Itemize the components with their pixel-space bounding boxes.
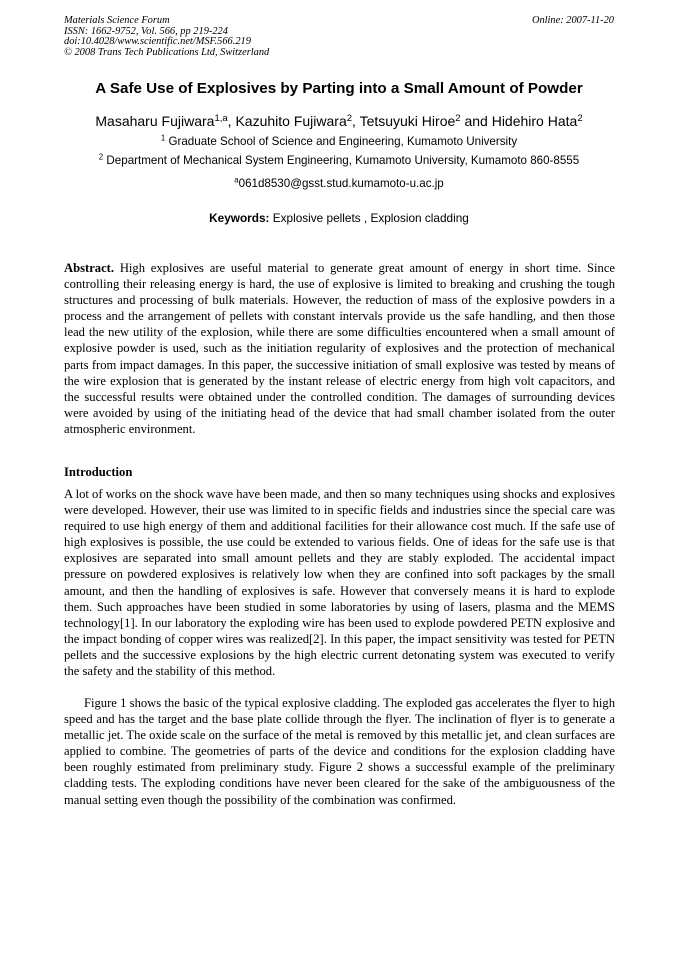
email-superscript: a [234, 175, 239, 185]
introduction-paragraph-2: Figure 1 shows the basic of the typical explosive cladding. The exploded gas accelerates the flyer to high speed and has the target and the base plate collide through the flyer. The inclination of flyer is to generate a metallic jet. The oxide scale on the surface of the metal is removed by this metallic jet, and clean surfaces are applied to combine. The geometries of parts of the device and conditions for the explosion cladding have been roughly estimated from preliminary study. Figure 2 shows a successful example of the preliminary cladding tests. The exploding conditions have never been cleared for the sake of the ambiguousness of the manual setting even though the possibility of the combination was confirmed. [64, 696, 615, 807]
author-separator: and [460, 113, 492, 129]
affiliation-1 [0, 135, 678, 148]
doi-line: doi:10.4028/www.scientific.net/MSF.566.219 [64, 36, 251, 48]
author-superscript: 1,a [214, 112, 228, 124]
affiliation-superscript: 2 [98, 152, 104, 162]
author-name: Hidehiro Hata [491, 113, 578, 129]
keywords-line [0, 211, 678, 225]
abstract-text: High explosives are useful material to generate great amount of energy in short time. Since controlling their releasing energy is hard, the use of explosive is limited to breaking and crushing the tough structures and processing of bulk materials. However, the reduction of mass of the explosive powders in a process and the arrangement of pellets with constant intervals provide us the safe handling, and then those lead the new utility of the explosion, while there are some difficulties encountered when a small amount of explosive powder is used, such as the initiation regularity of explosives and the protection of mechanical parts from impact damages. In this paper, the successive initiation of small explosive was tested by means of the wire explosion that is generated by the instant release of electric energy from high volt capacitors, and the successful results were obtained under the controlled condition. The damages of surrounding devices were avoided by using of the initiating head of the device that had small chamber isolated from the outer atmospheric environment. [64, 261, 615, 436]
introduction-paragraph-1: A lot of works on the shock wave have been made, and then so many techniques using shocks and explosives were developed. However, their use was limited to in specific fields and industries since the special care was required to use high energy of them and additional facilities for their allowance cost much. If the safe use of high explosives is possible, the use could be extended to various fields. One of ideas for the safe use is that explosives are separated into small amount pellets and they are stably exploded. The accidental impact pressure on powdered explosives is relatively low when they are confined into soft packages by the small amount, and then the handling of explosives is safe. However that conversely means it is hard to explode them. Such approaches have been studied in some laboratories by using of lasers, plasma and the MEMS technology[1]. In our laboratory the exploding wire has been used to explode powdered PETN explosive and the impact bonding of copper wires was realized[2]. In this paper, the impact sensitivity was tested for PETN pellets and the successive explosions by the high electric current detonating system was executed to verify the safety and the stability of this method. [64, 487, 615, 679]
affiliation-text: Department of Mechanical System Engineering, Kumamoto University, Kumamoto 860-8555 [106, 154, 580, 167]
email-address: 061d8530@gsst.stud.kumamoto-u.ac.jp [238, 177, 444, 190]
keywords-text: Explosive pellets , Explosion cladding [272, 211, 469, 225]
affiliation-text: Graduate School of Science and Engineering, Kumamoto University [168, 135, 518, 148]
abstract-paragraph [64, 260, 615, 437]
paper-title: A Safe Use of Explosives by Parting into a Small Amount of Powder [95, 80, 583, 97]
author-superscript: 2 [346, 112, 353, 124]
journal-name: Materials Science Forum [64, 15, 170, 26]
author-superscript: 2 [577, 112, 583, 124]
keywords-label: Keywords: [209, 211, 270, 225]
author-name: Kazuhito Fujiwara [235, 113, 347, 129]
author-separator: , [352, 113, 360, 129]
author-list [0, 113, 678, 129]
journal-header [64, 16, 269, 58]
copyright-line: © 2008 Trans Tech Publications Ltd, Switzerland [64, 46, 270, 58]
online-date: Online: 2007-11-20 [531, 15, 614, 26]
author-superscript: 2 [455, 112, 461, 124]
author-name: Masaharu Fujiwara [95, 113, 215, 129]
email-line [0, 177, 678, 190]
introduction-heading: Introduction [64, 465, 133, 479]
abstract-label: Abstract. [64, 261, 115, 275]
issn-line: ISSN: 1662-9752, Vol. 566, pp 219-224 [64, 25, 228, 37]
affiliation-superscript: 1 [160, 133, 166, 143]
author-name: Tetsuyuki Hiroe [359, 113, 456, 129]
author-separator: , [227, 113, 236, 129]
affiliation-2 [0, 154, 678, 167]
